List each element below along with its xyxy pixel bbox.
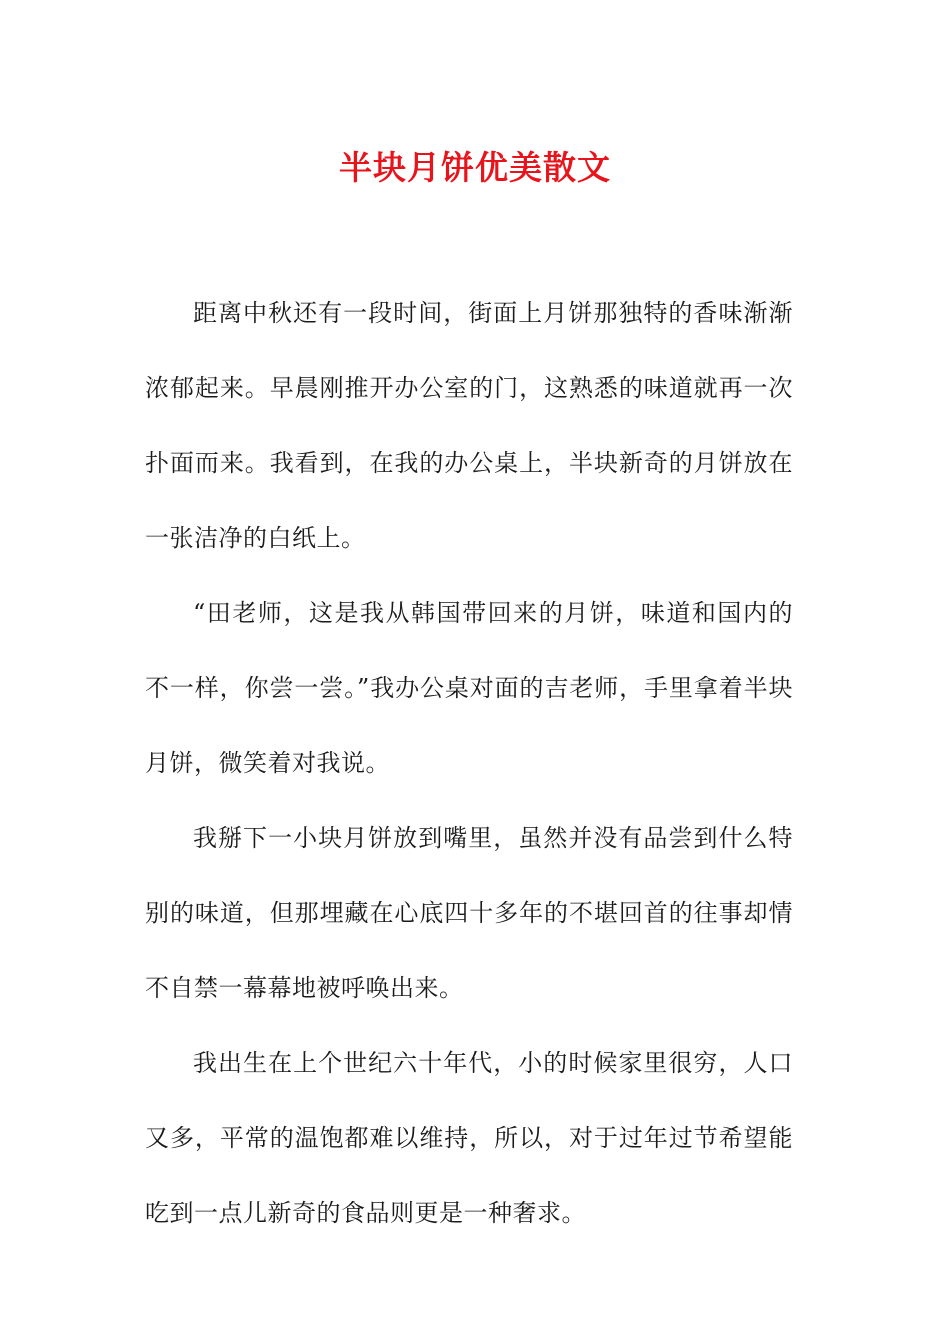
paragraph-2: “田老师，这是我从韩国带回来的月饼，味道和国内的不一样，你尝一尝。”我办公桌对面的吉老师，手里拿着半块月饼，微笑着对我说。 <box>145 599 793 777</box>
paragraph-3: 我掰下一小块月饼放到嘴里，虽然并没有品尝到什么特别的味道，但那埋藏在心底四十多年的不堪回首的往事却情不自禁一幕幕地被呼唤出来。 <box>145 824 793 1002</box>
paragraph-1: 距离中秋还有一段时间，街面上月饼那独特的香味渐渐浓郁起来。早晨刚推开办公室的门，这熟悉的味道就再一次扑面而来。我看到，在我的办公桌上，半块新奇的月饼放在一张洁净的白纸上。 <box>145 299 793 552</box>
document-body <box>145 276 793 1251</box>
document-title: 半块月饼优美散文 <box>339 148 611 187</box>
paragraph-4: 我出生在上个世纪六十年代，小的时候家里很穷，人口又多，平常的温饱都难以维持，所以，对于过年过节希望能吃到一点儿新奇的食品则更是一种奢求。 <box>145 1049 793 1227</box>
